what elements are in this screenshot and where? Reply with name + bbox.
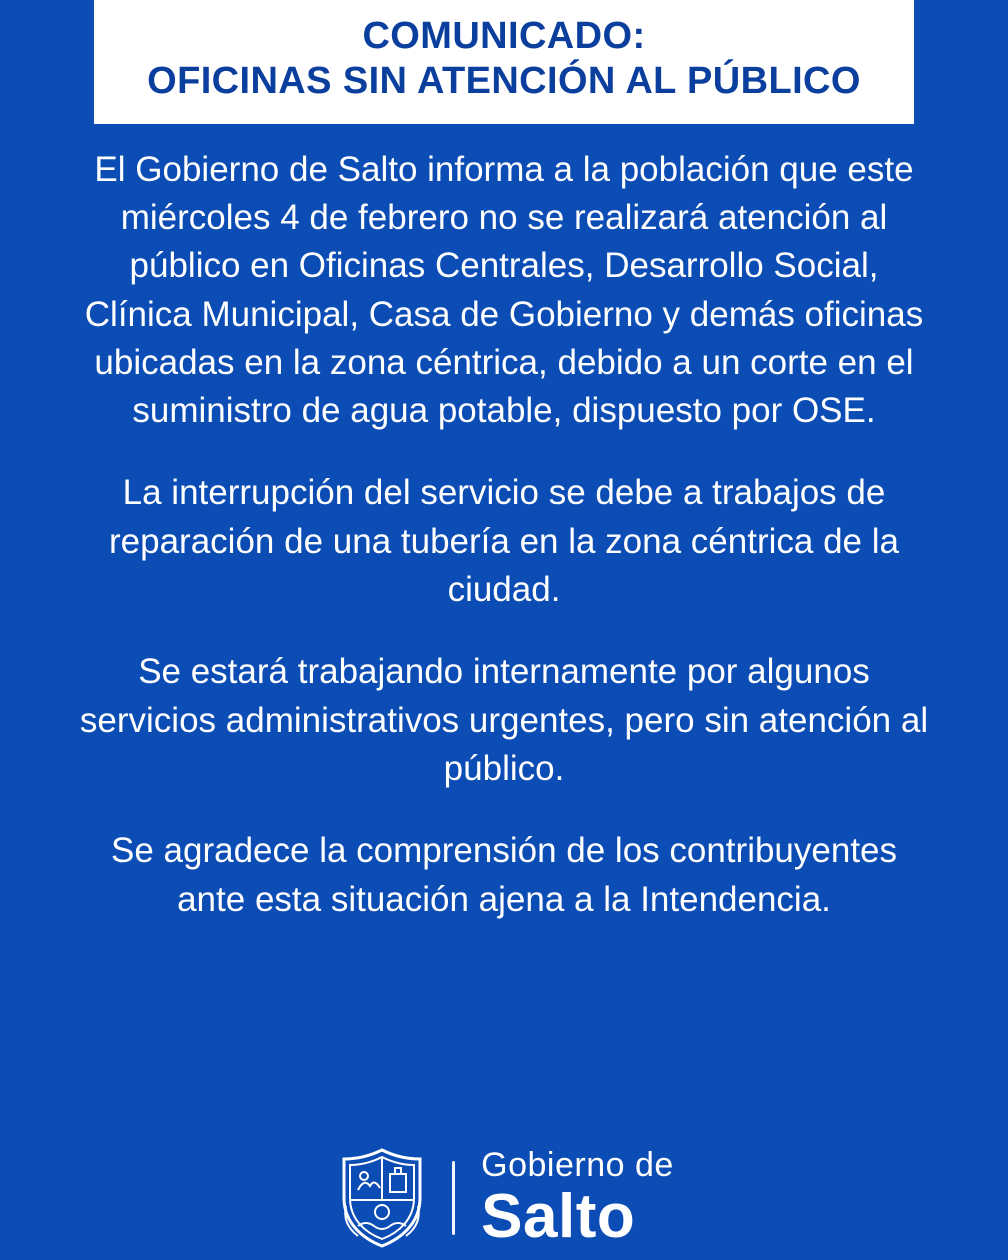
body-paragraph-3: Se estará trabajando internamente por algunos servicios administrativos urgentes, pero sin atención al público. [79, 652, 929, 788]
body-paragraph-1: El Gobierno de Salto informa a la población que este miércoles 4 de febrero no se realizará atención al público en Oficinas Centrales, Desarrollo Social, Clínica Municipal, Casa de Gobierno y demás oficinas ubicadas en la zona céntrica, debido a un corte en el suministro de agua potable, dispuesto por OSE. [84, 149, 924, 431]
header-banner [94, 0, 914, 124]
header-title-line-2: OFICINAS SIN ATENCIÓN AL PÚBLICO [147, 59, 861, 102]
body-paragraph-4: Se agradece la comprensión de los contribuyentes ante esta situación ajena a la Intendencia. [110, 831, 898, 919]
logo-divider [452, 1161, 455, 1235]
government-wordmark [481, 1146, 674, 1251]
coat-of-arms-icon [334, 1146, 430, 1250]
header-title-line-1: COMUNICADO: [362, 15, 646, 57]
body-paragraph-2: La interrupción del servicio se debe a trabajos de reparación de una tubería en la zona céntrica de la ciudad. [109, 473, 899, 610]
wordmark-line-bottom: Salto [481, 1182, 636, 1251]
announcement-body [64, 146, 944, 924]
footer-logo-lockup [0, 1146, 1008, 1250]
wordmark-line-top: Gobierno de [481, 1146, 674, 1184]
